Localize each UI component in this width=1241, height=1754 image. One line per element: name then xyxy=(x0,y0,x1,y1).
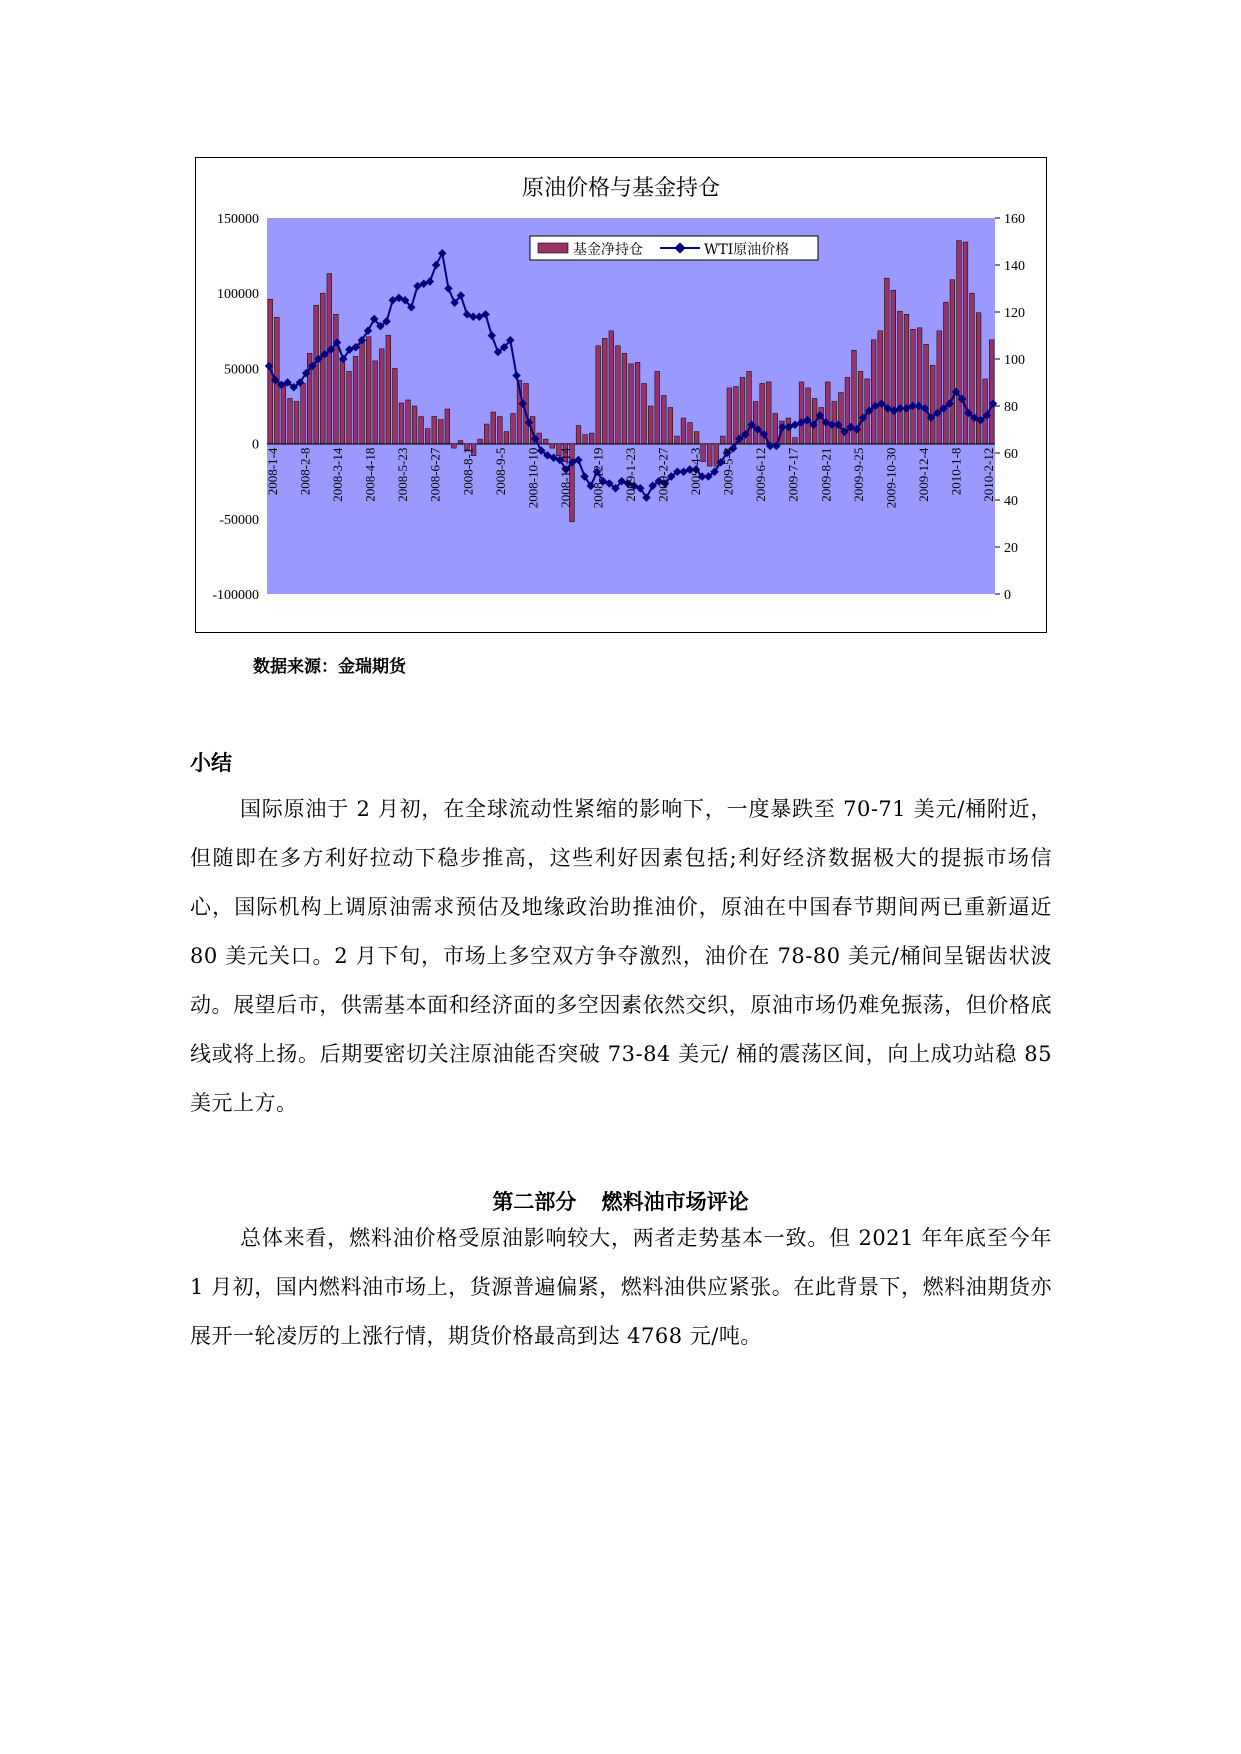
bar xyxy=(366,337,371,444)
bar xyxy=(884,278,889,443)
x-tick-label: 2009-1-23 xyxy=(623,447,638,502)
left-tick-label: 0 xyxy=(252,437,259,453)
right-tick-label: 160 xyxy=(1004,212,1025,227)
bar xyxy=(753,401,758,443)
bar xyxy=(616,346,621,444)
legend-line-label: WTI原油价格 xyxy=(704,242,790,258)
legend xyxy=(530,236,818,260)
bar xyxy=(550,444,555,449)
part2-heading: 第二部分 燃料油市场评论 xyxy=(492,1190,749,1214)
x-tick-label: 2008-12-19 xyxy=(590,447,606,509)
bar xyxy=(288,398,293,443)
bar xyxy=(602,338,607,443)
left-tick-label: 150000 xyxy=(217,212,259,227)
bar xyxy=(937,331,942,444)
bar xyxy=(806,388,811,444)
left-axis-ticks xyxy=(212,212,259,603)
left-tick-label: -100000 xyxy=(212,588,259,603)
chart-frame xyxy=(195,157,1047,633)
bar xyxy=(878,331,883,444)
bar xyxy=(924,344,929,443)
bar xyxy=(642,383,647,443)
bar xyxy=(504,432,509,444)
bar xyxy=(379,349,384,444)
x-axis-ticks xyxy=(265,447,996,508)
bar xyxy=(707,444,712,467)
bar xyxy=(911,329,916,443)
right-tick-label: 100 xyxy=(1004,353,1025,368)
x-tick-label: 2008-5-23 xyxy=(395,447,411,502)
right-tick-label: 0 xyxy=(1004,588,1011,603)
bar xyxy=(406,400,411,444)
bar xyxy=(445,409,450,444)
bar xyxy=(596,346,601,444)
x-tick-label: 2009-4-3 xyxy=(688,447,704,496)
bar xyxy=(793,438,798,444)
bar xyxy=(327,274,332,444)
bar xyxy=(373,361,378,444)
x-tick-label: 2008-10-10 xyxy=(525,447,541,509)
bar xyxy=(871,340,876,444)
x-tick-label: 2008-1-4 xyxy=(265,447,280,496)
bar xyxy=(773,414,778,444)
bar xyxy=(589,433,594,444)
bar xyxy=(898,311,903,443)
bar xyxy=(668,408,673,444)
right-tick-label: 20 xyxy=(1004,541,1018,556)
bar xyxy=(497,417,502,444)
bar xyxy=(543,439,548,444)
bar xyxy=(891,290,896,443)
bar xyxy=(320,293,325,443)
bar xyxy=(648,406,653,444)
bar xyxy=(734,386,739,443)
x-tick-label: 2009-6-12 xyxy=(753,447,769,502)
bar xyxy=(347,371,352,443)
summary-heading: 小结 xyxy=(190,751,232,775)
x-tick-label: 2009-12-4 xyxy=(915,447,931,502)
bar xyxy=(609,331,614,444)
bar xyxy=(281,383,286,443)
bar xyxy=(511,414,516,444)
right-tick-label: 140 xyxy=(1004,259,1025,274)
bar xyxy=(301,383,306,443)
bar xyxy=(491,412,496,444)
bar xyxy=(458,441,463,444)
bar xyxy=(399,403,404,444)
bar xyxy=(386,335,391,443)
bar xyxy=(360,341,365,443)
bar xyxy=(419,417,424,444)
bar xyxy=(675,436,680,444)
bar xyxy=(720,436,725,444)
bar xyxy=(839,392,844,443)
bar xyxy=(825,382,830,444)
bar xyxy=(930,365,935,443)
left-tick-label: 100000 xyxy=(217,287,259,303)
right-tick-label: 80 xyxy=(1004,400,1018,415)
x-tick-label: 2009-7-17 xyxy=(785,447,801,502)
left-tick-label: -50000 xyxy=(219,512,259,528)
legend-bar-swatch xyxy=(538,243,568,253)
bar xyxy=(727,388,732,444)
bar xyxy=(314,305,319,443)
right-tick-label: 40 xyxy=(1004,494,1018,509)
bar xyxy=(635,362,640,443)
part2-paragraph: 总体来看，燃料油价格受原油影响较大，两者走势基本一致。但 2021 年年底至今年 1 月初，国内燃料油市场上，货源普遍偏紧，燃料油供应紧张。在此背景下，燃料油期货亦展开一轮凌厉的上涨行情，期货价格最高到达 4768 元/吨。 xyxy=(190,1226,1052,1348)
x-tick-label: 2008-8-1 xyxy=(460,447,476,496)
bar xyxy=(340,358,345,444)
chart-title: 原油价格与基金持仓 xyxy=(521,176,721,201)
bar xyxy=(904,314,909,443)
x-tick-label: 2008-2-8 xyxy=(297,447,313,496)
bar xyxy=(334,314,339,443)
bar xyxy=(294,401,299,443)
bar xyxy=(576,426,581,444)
bar xyxy=(943,302,948,443)
left-tick-label: 50000 xyxy=(224,362,259,378)
bar xyxy=(412,406,417,444)
right-axis-ticks xyxy=(995,212,1025,603)
bar xyxy=(393,368,398,443)
x-tick-label: 2008-11-14 xyxy=(557,447,573,508)
bar xyxy=(661,395,666,443)
bar xyxy=(950,280,955,444)
x-tick-label: 2010-1-8 xyxy=(948,447,964,496)
bar xyxy=(681,418,686,444)
bar xyxy=(452,444,457,449)
data-source: 数据来源：金瑞期货 xyxy=(253,657,406,677)
x-tick-label: 2009-8-21 xyxy=(818,447,834,502)
chart-svg xyxy=(196,158,1046,632)
x-tick-label: 2009-2-27 xyxy=(655,447,671,502)
x-tick-label: 2010-2-12 xyxy=(981,447,996,502)
x-tick-label: 2008-4-18 xyxy=(362,447,378,502)
bar xyxy=(858,371,863,443)
bar xyxy=(799,382,804,444)
bar xyxy=(688,423,693,444)
right-tick-label: 60 xyxy=(1004,447,1018,462)
bar xyxy=(478,439,483,444)
x-tick-label: 2008-6-27 xyxy=(427,447,443,502)
x-tick-label: 2008-3-14 xyxy=(330,447,346,502)
bar xyxy=(583,435,588,444)
x-tick-label: 2009-10-30 xyxy=(883,447,899,509)
bar xyxy=(957,241,962,444)
bar xyxy=(989,340,994,444)
bar xyxy=(432,417,437,444)
bar xyxy=(622,353,627,443)
bar xyxy=(438,420,443,444)
summary-paragraph: 国际原油于 2 月初，在全球流动性紧缩的影响下，一度暴跌至 70-71 美元/桶附近，但随即在多方利好拉动下稳步推高，这些利好因素包括;利好经济数据极大的提振市场信心，国际机构上调原油需求预估及地缘政治助推油价，原油在中国春节期间两已重新逼近 80 美元关口。2 月下旬，市场上多空双方争夺激烈，油价在 78-80 美元/桶间呈锯齿状波动。展望后市，供需基本面和经济面的多空因素依然交织，原油市场仍难免振荡，但价格底线或将上扬。后期要密切关注原油能否突破 73-84 美元/ 桶的震荡区间，向上成功站稳 85 美元上方。 xyxy=(190,797,1052,1115)
bar xyxy=(694,432,699,444)
x-tick-label: 2009-5-8 xyxy=(720,447,736,496)
bar xyxy=(353,356,358,443)
bar xyxy=(655,371,660,443)
bar xyxy=(917,328,922,444)
right-tick-label: 120 xyxy=(1004,306,1025,321)
bar xyxy=(425,429,430,444)
x-tick-label: 2008-9-5 xyxy=(492,447,508,496)
bar xyxy=(484,424,489,444)
x-tick-label: 2009-9-25 xyxy=(850,447,866,502)
legend-bar-label: 基金净持仓 xyxy=(573,242,643,258)
bar xyxy=(629,364,634,444)
